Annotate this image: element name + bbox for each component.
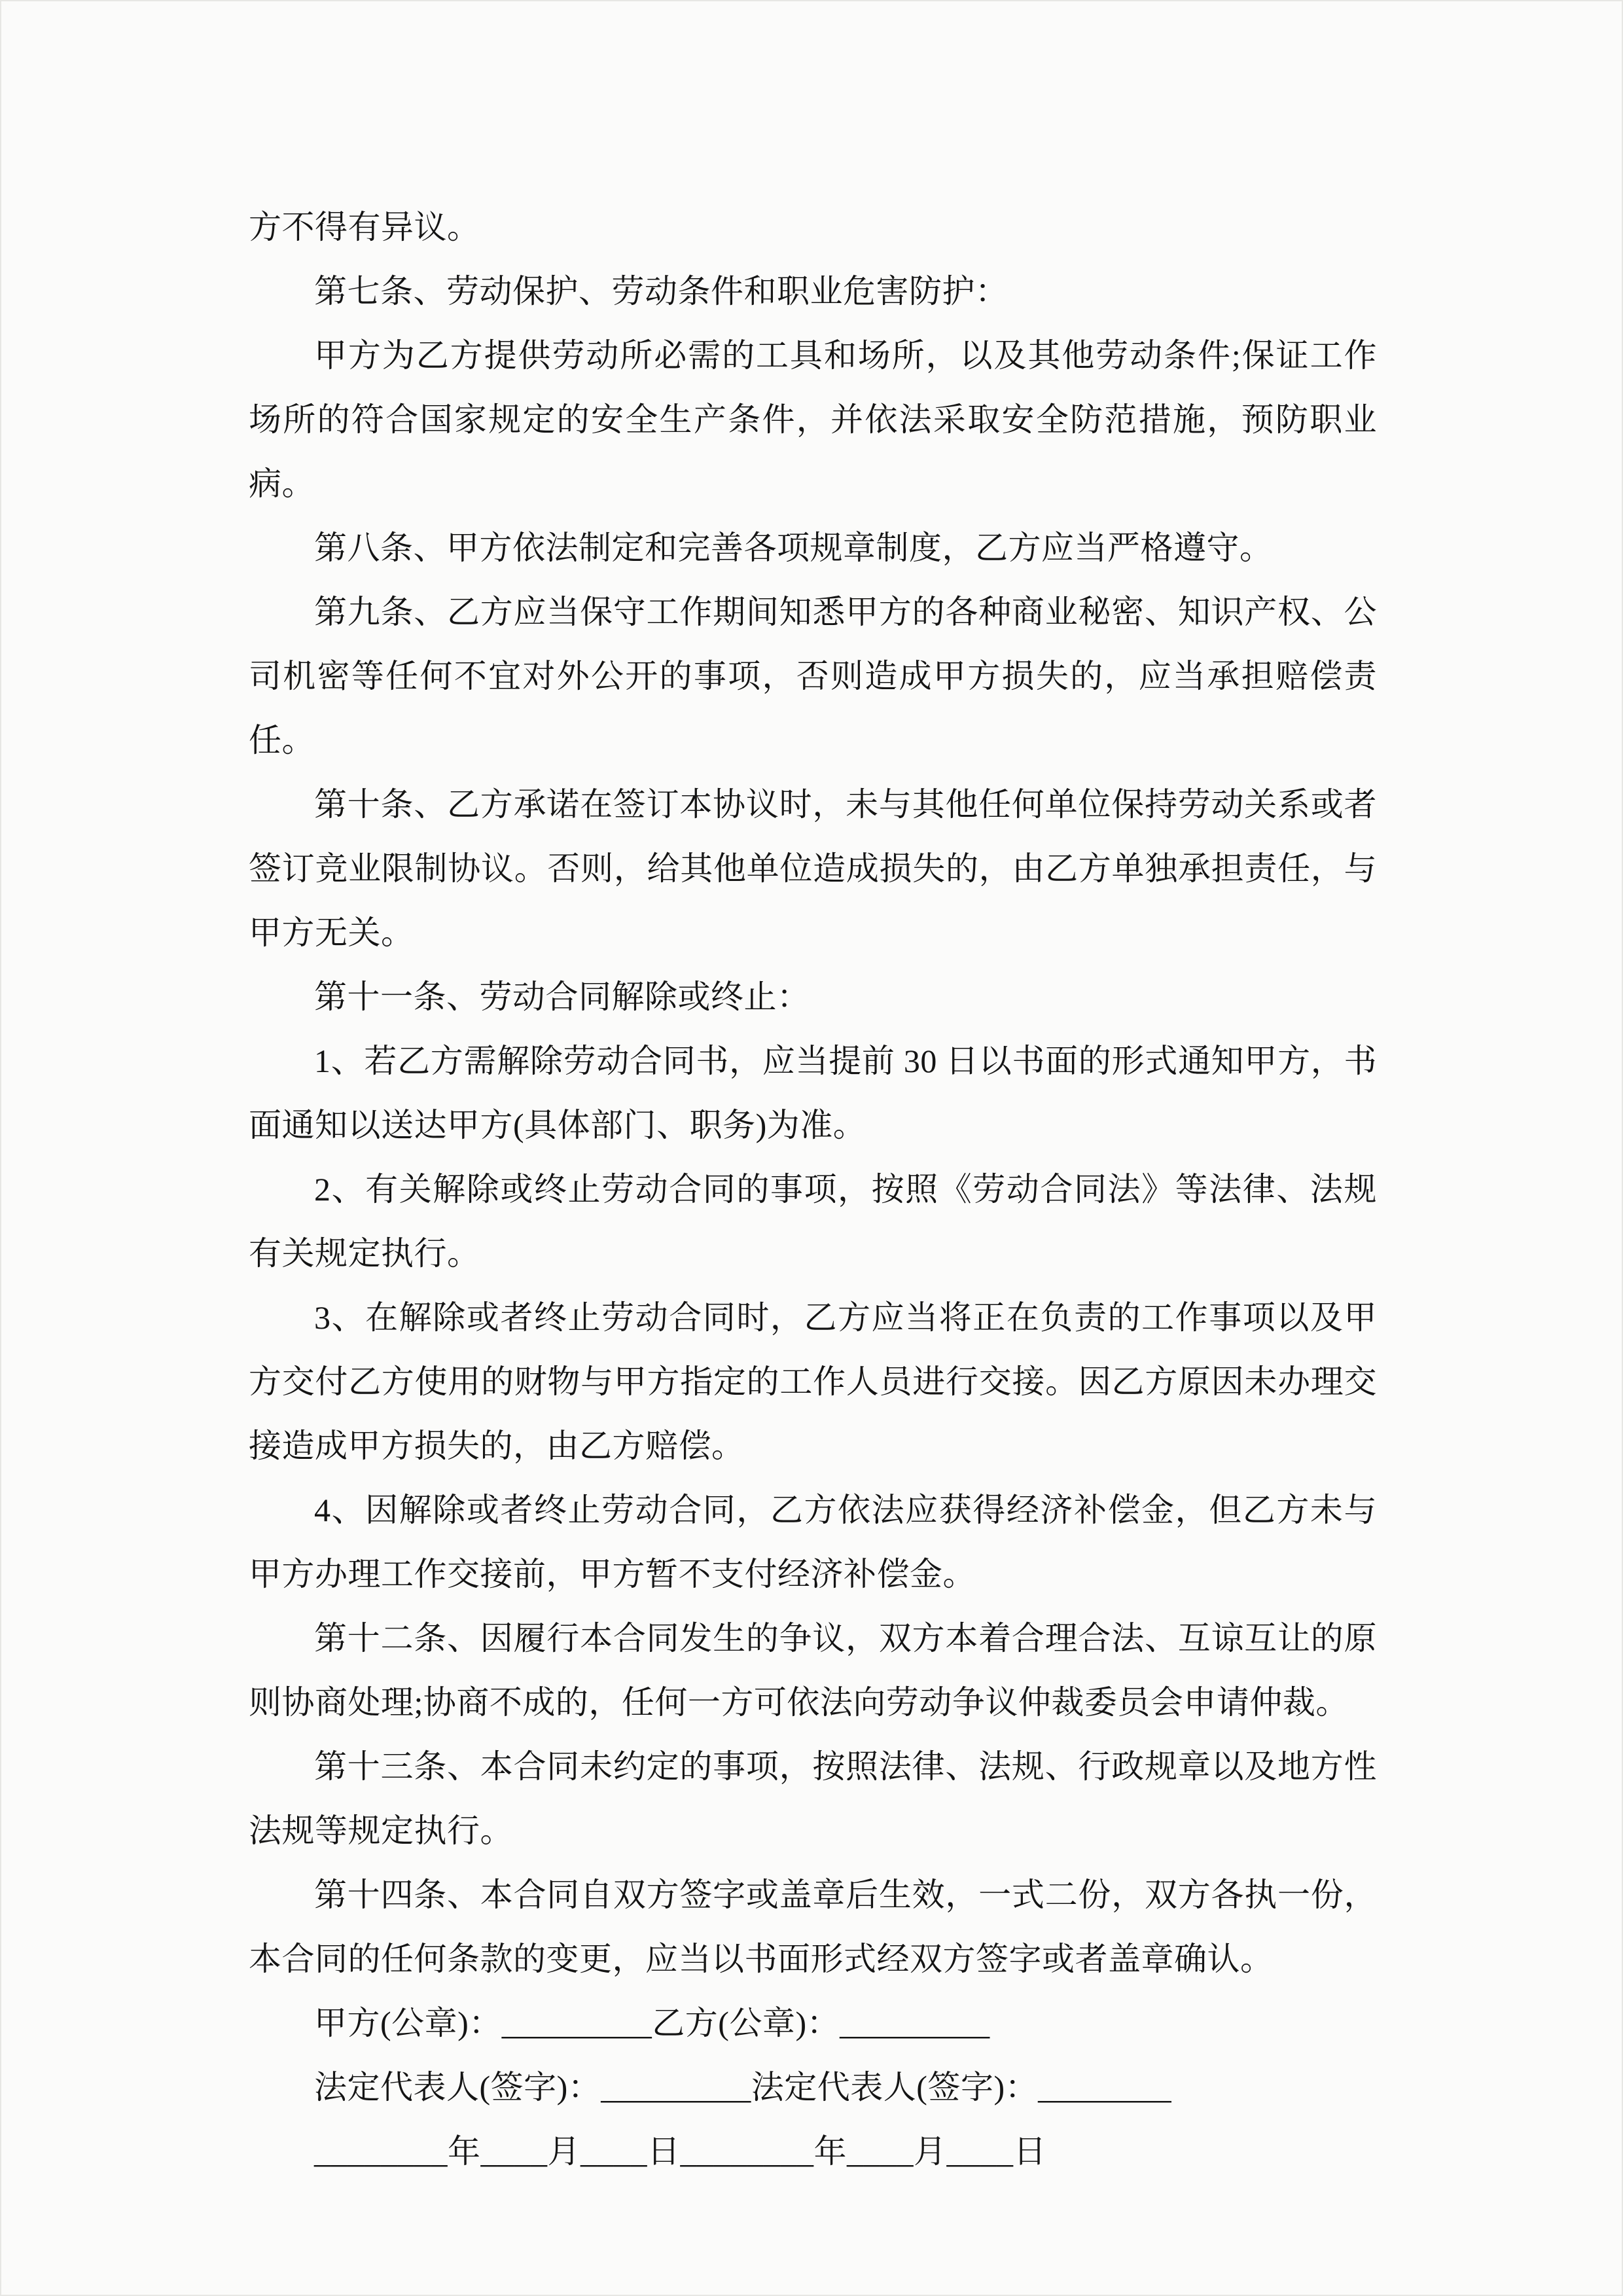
contract-paragraph-article-14: 第十四条、本合同自双方签字或盖章后生效，一式二份，双方各执一份，本合同的任何条款的变更，应当以书面形式经双方签字或者盖章确认。 bbox=[249, 1876, 1377, 1977]
contract-paragraph-article-11-heading: 第十一条、劳动合同解除或终止： bbox=[314, 978, 810, 1015]
contract-paragraph-article-11-item-3: 3、在解除或者终止劳动合同时，乙方应当将正在负责的工作事项以及甲方交付乙方使用的财物与甲方指定的工作人员进行交接。因乙方原因未办理交接造成甲方损失的，由乙方赔偿。 bbox=[249, 1299, 1377, 1464]
contract-paragraph-article-9: 第九条、乙方应当保守工作期间知悉甲方的各种商业秘密、知识产权、公司机密等任何不宜对外公开的事项，否则造成甲方损失的，应当承担赔偿责任。 bbox=[249, 594, 1377, 759]
contract-paragraph-article-10: 第十条、乙方承诺在签订本协议时，未与其他任何单位保持劳动关系或者签订竞业限制协议。否则，给其他单位造成损失的，由乙方单独承担责任，与甲方无关。 bbox=[249, 786, 1377, 951]
contract-paragraph-article-7-body: 甲方为乙方提供劳动所必需的工具和场所，以及其他劳动条件;保证工作场所的符合国家规定的安全生产条件，并依法采取安全防范措施，预防职业病。 bbox=[249, 337, 1377, 502]
contract-paragraph-article-13: 第十三条、本合同未约定的事项，按照法律、法规、行政规章以及地方性法规等规定执行。 bbox=[249, 1748, 1377, 1849]
contract-paragraph-article-12: 第十二条、因履行本合同发生的争议，双方本着合理合法、互谅互让的原则协商处理;协商不成的，任何一方可依法向劳动争议仲裁委员会申请仲裁。 bbox=[249, 1620, 1377, 1721]
contract-paragraph-article-11-item-4: 4、因解除或者终止劳动合同，乙方依法应获得经济补偿金，但乙方未与甲方办理工作交接前，甲方暂不支付经济补偿金。 bbox=[249, 1492, 1377, 1592]
contract-paragraph-article-8: 第八条、甲方依法制定和完善各项规章制度，乙方应当严格遵守。 bbox=[314, 529, 1273, 566]
contract-paragraph-article-11-item-1: 1、若乙方需解除劳动合同书，应当提前 30 日以书面的形式通知甲方，书面通知以送达甲方(具体部门、职务)为准。 bbox=[249, 1043, 1377, 1143]
contract-paragraph-continuation: 方不得有异议。 bbox=[249, 209, 480, 245]
contract-paragraph-article-11-item-2: 2、有关解除或终止劳动合同的事项，按照《劳动合同法》等法律、法规有关规定执行。 bbox=[249, 1171, 1377, 1272]
signature-line-dates: ________年____月____日________年____月____日 bbox=[314, 2133, 1046, 2170]
contract-paragraph-article-7-heading: 第七条、劳动保护、劳动条件和职业危害防护： bbox=[314, 273, 1008, 310]
signature-line-company-seals: 甲方(公章)：_________乙方(公章)：_________ bbox=[314, 2005, 990, 2041]
signature-line-legal-representatives: 法定代表人(签字)：_________法定代表人(签字)：________ bbox=[314, 2069, 1172, 2106]
contract-body bbox=[249, 195, 1377, 2183]
